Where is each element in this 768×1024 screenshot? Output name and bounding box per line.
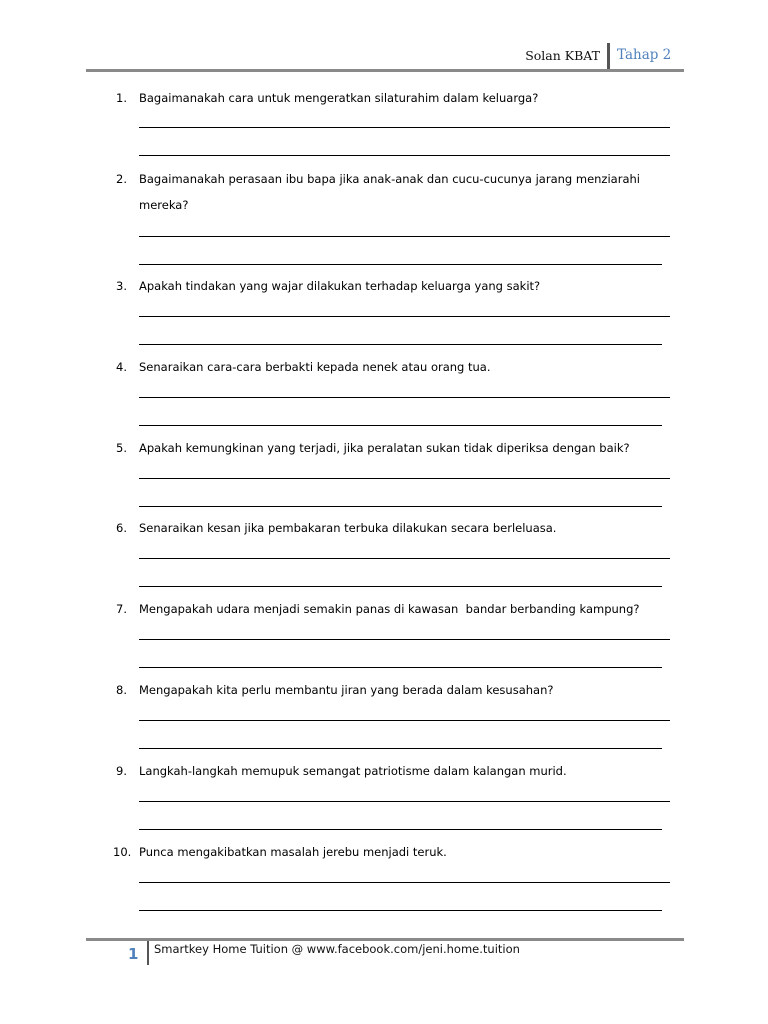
answer-line[interactable] [139, 720, 670, 721]
answer-line[interactable] [139, 558, 670, 559]
question-number: 6. [116, 521, 127, 535]
answer-line[interactable] [139, 882, 670, 883]
answer-line[interactable] [139, 344, 662, 345]
question-number: 4. [116, 360, 127, 374]
header-divider [607, 43, 610, 70]
question-number: 5. [116, 441, 127, 455]
question-number: 9. [116, 764, 127, 778]
footer-text: Smartkey Home Tuition @ www.facebook.com/jeni.home.tuition [154, 942, 520, 956]
question-text: Bagaimanakah perasaan ibu bapa jika anak-anak dan cucu-cucunya jarang menziarahi mereka? [139, 172, 640, 212]
question-number: 2. [116, 172, 127, 186]
page-number: 1 [128, 945, 139, 963]
header-rule [86, 69, 684, 72]
header-level-tag: Tahap 2 [617, 47, 672, 63]
question-text: Bagaimanakah cara untuk mengeratkan silaturahim dalam keluarga? [139, 91, 539, 105]
question-text: Mengapakah udara menjadi semakin panas di kawasan bandar berbanding kampung? [139, 602, 640, 616]
answer-line[interactable] [139, 316, 670, 317]
question-text: Mengapakah kita perlu membantu jiran yang berada dalam kesusahan? [139, 683, 554, 697]
question-number: 10. [113, 845, 132, 859]
question-text: Apakah tindakan yang wajar dilakukan terhadap keluarga yang sakit? [139, 279, 541, 293]
answer-line[interactable] [139, 264, 662, 265]
header-title: Solan KBAT [525, 48, 600, 63]
footer-divider [147, 941, 149, 965]
question-text: Langkah-langkah memupuk semangat patriotisme dalam kalangan murid. [139, 764, 567, 778]
answer-line[interactable] [139, 586, 662, 587]
answer-line[interactable] [139, 397, 670, 398]
answer-line[interactable] [139, 910, 662, 911]
answer-line[interactable] [139, 236, 670, 237]
footer-rule [86, 938, 684, 941]
answer-line[interactable] [139, 829, 662, 830]
answer-line[interactable] [139, 506, 662, 507]
answer-line[interactable] [139, 425, 662, 426]
question-text: Punca mengakibatkan masalah jerebu menjadi teruk. [139, 845, 447, 859]
question-text: Apakah kemungkinan yang terjadi, jika peralatan sukan tidak diperiksa dengan baik? [139, 441, 630, 455]
question-number: 7. [116, 602, 127, 616]
answer-line[interactable] [139, 127, 670, 128]
answer-line[interactable] [139, 155, 670, 156]
answer-line[interactable] [139, 748, 662, 749]
question-number: 1. [116, 91, 127, 105]
answer-line[interactable] [139, 639, 670, 640]
page-header [86, 40, 684, 71]
question-number: 8. [116, 683, 127, 697]
question-text: Senaraikan cara-cara berbakti kepada nenek atau orang tua. [139, 360, 491, 374]
question-number: 3. [116, 279, 127, 293]
question-text: Senaraikan kesan jika pembakaran terbuka dilakukan secara berleluasa. [139, 521, 557, 535]
answer-line[interactable] [139, 667, 662, 668]
answer-line[interactable] [139, 801, 670, 802]
answer-line[interactable] [139, 478, 670, 479]
